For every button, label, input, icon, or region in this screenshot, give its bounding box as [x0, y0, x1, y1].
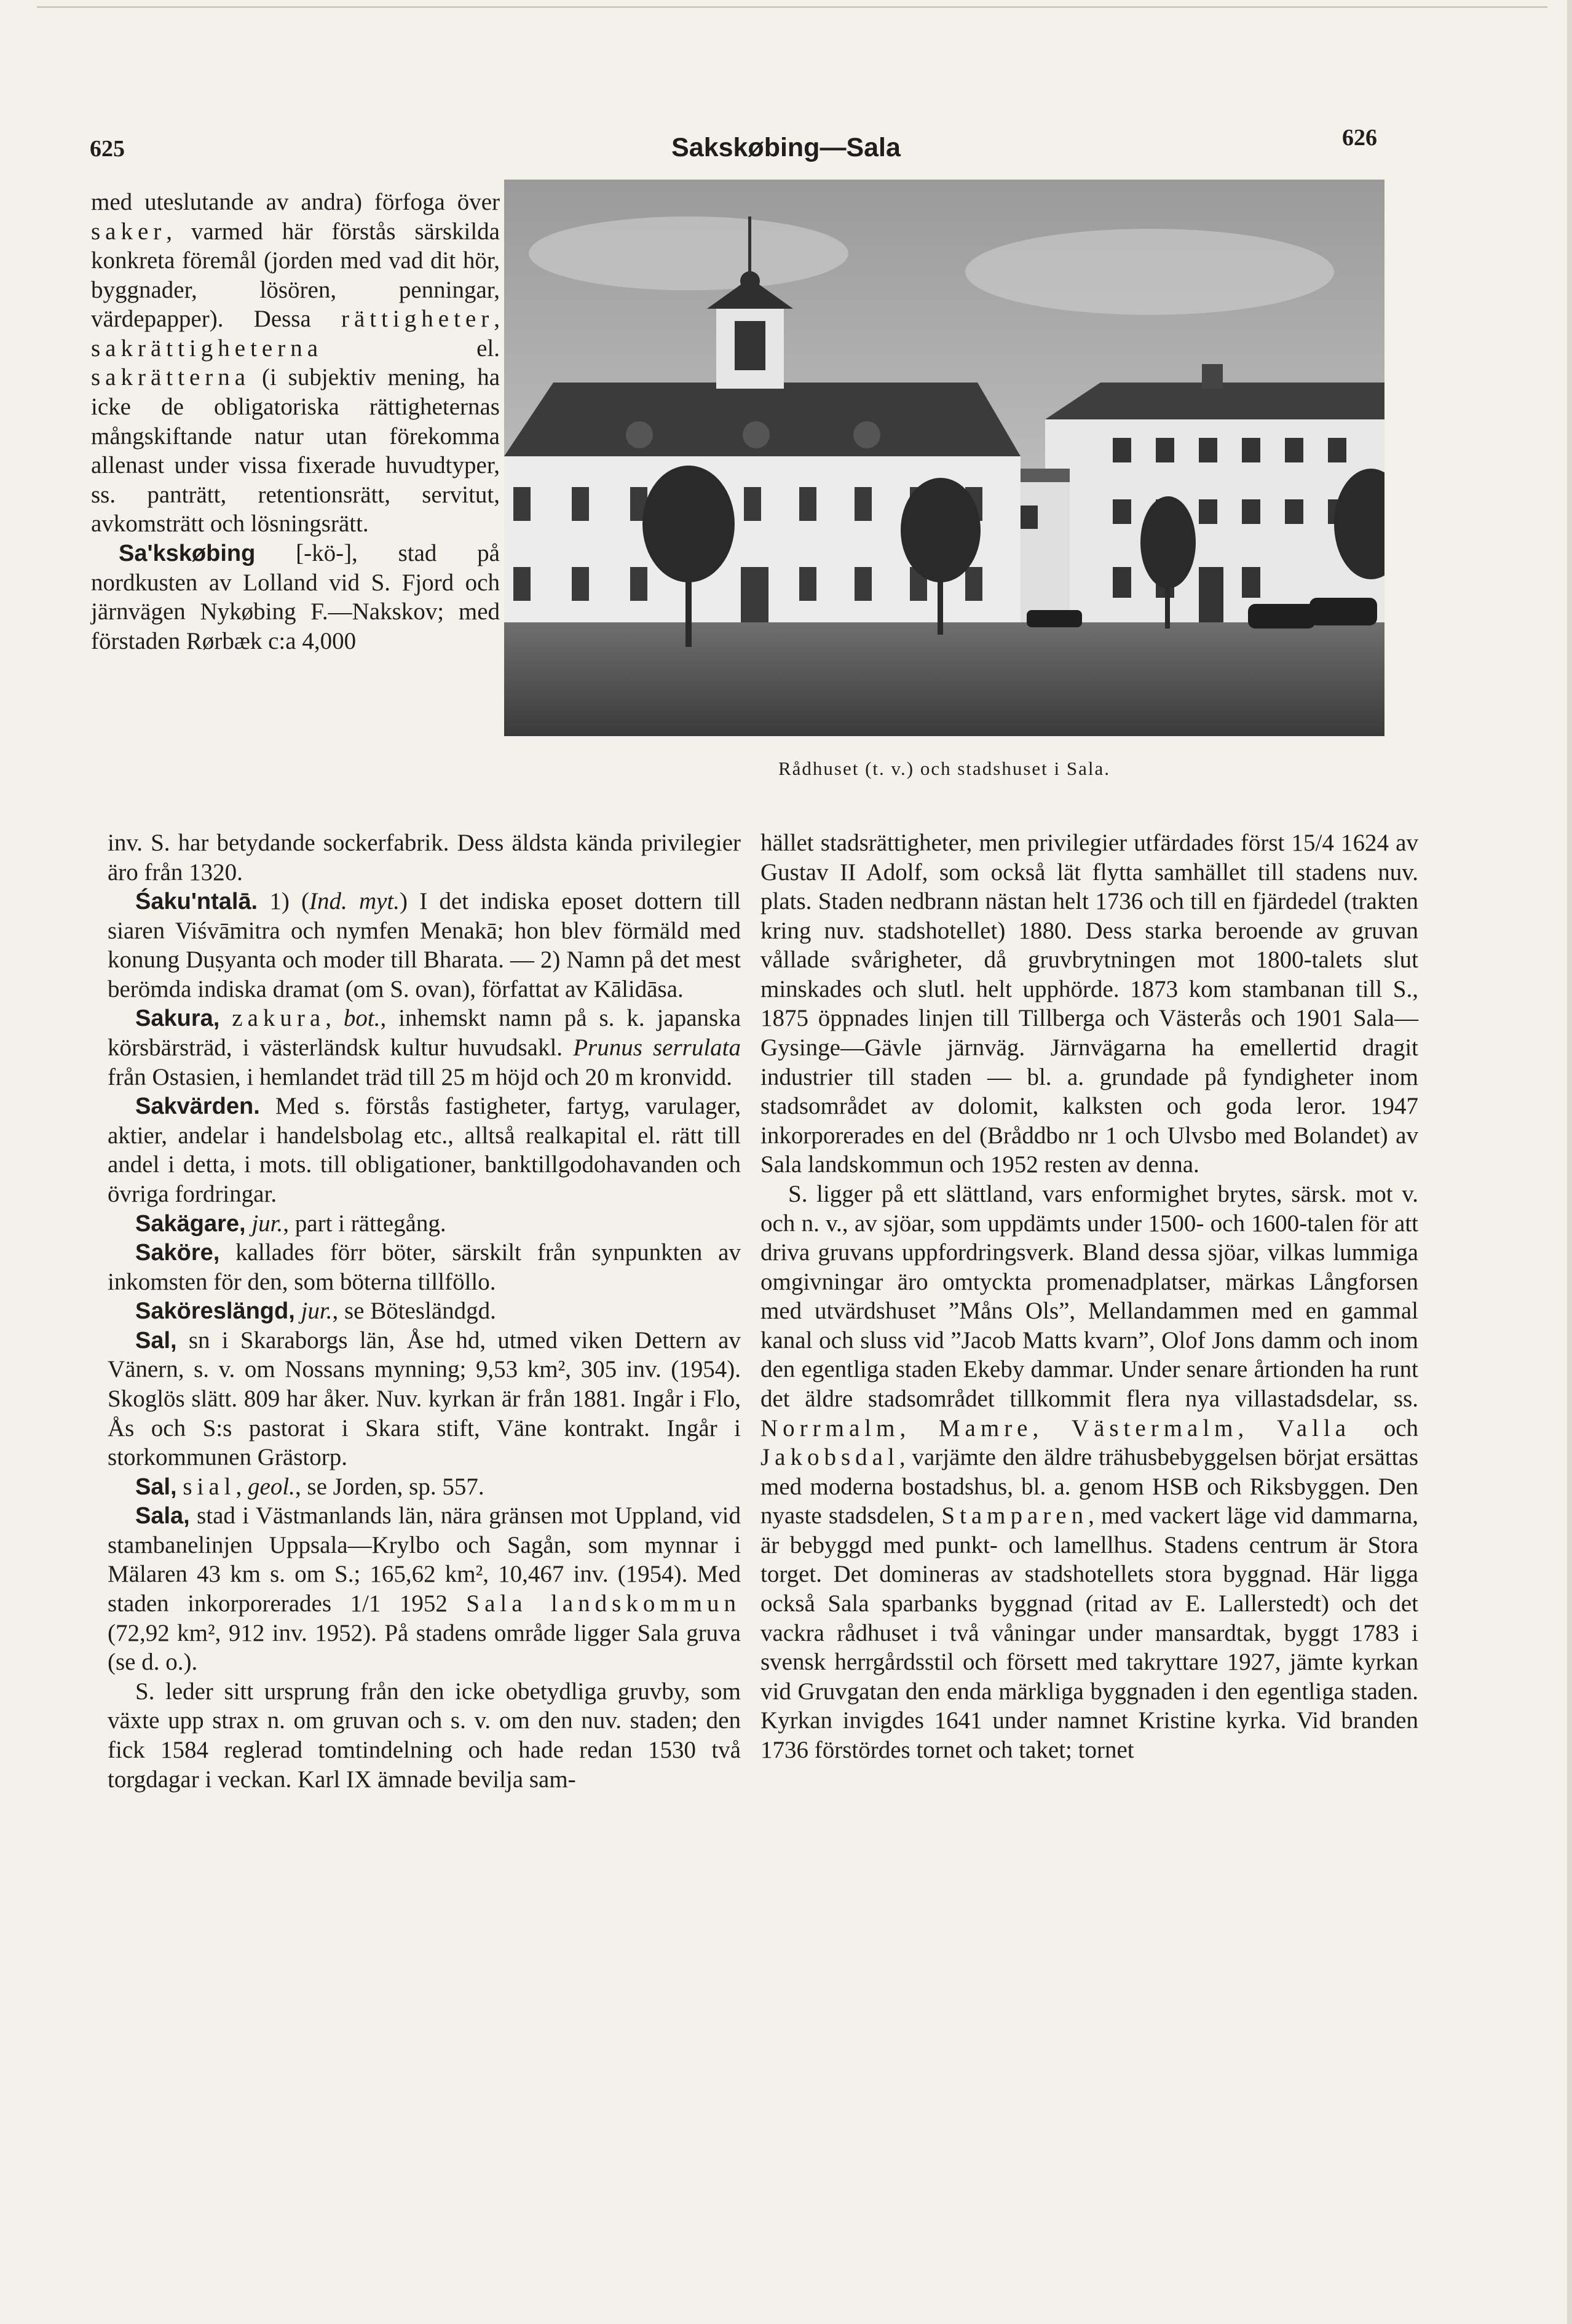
headword: Sakägare, [135, 1210, 246, 1237]
headword: Sakvärden. [135, 1093, 260, 1120]
entry-sakore: Saköre, kallades förr böter, särskilt från synpunkten av inkomsten för den, som böterna tillföllo. [108, 1239, 741, 1295]
entry-sakoreslangd: Saköreslängd, jur., se Bötesländgd. [135, 1298, 496, 1325]
headword: Sal, [135, 1473, 177, 1500]
photo-caption: Rådhuset (t. v.) och stadshuset i Sala. [778, 758, 1111, 779]
sala-history: S. leder sitt ursprung från den icke obetydliga gruvby, som växte upp strax n. om gruvan och s. v. om den nuv. staden; den fick 1584 reglerad tomtindelning och hade redan 1530 två torgdagar i veckan. Karl IX ämnade bevilja sam- [108, 1678, 741, 1793]
entry-sakura: Sakura, zakura, bot., inhemskt namn på s. k. japanska körsbärsträd, i västerländsk kultur huvudsakl. Prunus serrulata från Ostasien, i hemlandet träd till 25 m höjd och 20 m kronvidd. [108, 1005, 741, 1090]
photo-illustration [504, 180, 1384, 736]
entry-sakskobing: Sa'kskøbing [-kö-], stad på nordkusten av Lolland vid S. Fjord och järnvägen Nykøbing F.—Nakskov; med förstaden Rørbæk c:a 4,000 [91, 539, 500, 654]
headword: Sa'kskøbing [119, 540, 256, 566]
right-column [760, 828, 1418, 1765]
headword: Sala, [135, 1503, 190, 1529]
entry-sakvarden: Sakvärden. Med s. förstås fastigheter, fartyg, varulager, aktier, andelar i handelsbolag etc., alltså realkapital el. rätt till andel i detta, i mots. till obligationer, banktillgodohavanden och övriga fordringar. [108, 1093, 741, 1207]
sakratt-continuation: med uteslutande av andra) förfoga över saker, varmed här förstås särskilda konkreta föremål (jorden med vad dit hör, byggnader, lösören, penningar, värdepapper). Dessa rättigheter, sakrättigheterna el. sakrätterna (i subjektiv mening, ha icke de obligatoriska rättigheternas mångskiftande natur utan förekomma allenast under vissa fixerade huvudtyper, ss. panträtt, retentionsrätt, servitut, avkomsträtt och lösningsrätt. [91, 189, 500, 537]
headword: Saköre, [135, 1240, 220, 1266]
headword: Saköreslängd, [135, 1298, 295, 1325]
sakskobing-continuation: inv. S. har betydande sockerfabrik. Dess äldsta kända privilegier äro från 1320. [108, 830, 741, 886]
entry-sakuntala: Śaku'ntalā. 1) (Ind. myt.) I det indiska eposet dottern till siaren Viśvāmitra och nymfen Menakā; hon blev förmäld med konung Duṣyanta och moder till Bharata. — 2) Namn på det mest berömda indiska dramat (om S. ovan), författat av Kālidāsa. [108, 888, 741, 1002]
top-edge-rule [37, 6, 1547, 8]
entry-sala: Sala, stad i Västmanlands län, nära gränsen mot Uppland, vid stambanelinjen Uppsala—Krylbo och Sagån, som mynnar i Mälaren 43 km s. om S.; 165,62 km², 10,467 inv. (1954). Med staden inkorporerades 1/1 1952 Sala landskommun (72,92 km², 912 inv. 1952). På stadens område ligger Sala gruva (se d. o.). [108, 1502, 741, 1676]
top-left-column [91, 188, 500, 656]
page-edge [1567, 0, 1572, 2324]
running-head: Sakskøbing—Sala [671, 133, 901, 162]
headword: Sakura, [135, 1005, 220, 1032]
sala-history-continuation: hället stadsrättigheter, men privilegier utfärdades först 15/4 1624 av Gustav II Adolf, som också lät flytta samhället till stadens nuv. plats. Staden nedbrann nästan helt 1736 och till en fjärdedel (trakten kring nuv. stadshotellet) 1880. Dess starka beroende av gruvan vållade svårigheter, då gruvbrytningen mot 1800-talets slut minskades och slutl. helt upphörde. 1873 kom stambanan till S., 1875 öppnades linjen till Tillberga och Västerås och 1901 Sala—Gysinge—Gävle järnväg. Järnvägarna ha emellertid dragit industrier till staden — bl. a. grundade på fyndigheter inom stadsområdet av dolomit, kalksten och goda leror. 1947 inkorporerades en del (Bråddbo nr 1 och Ulvsbo med Bolandet) av Sala landskommun och 1952 resten av denna. [760, 830, 1418, 1178]
left-column [108, 828, 741, 1794]
sala-geography: S. ligger på ett slättland, vars enformighet brytes, särsk. mot v. och n. v., av sjöar, som uppdämts under 1500- och 1600-talen för att driva gruvans uppfordringsverk. Bland dessa sjöar, vilkas lummiga omgivningar äro omtyckta promenadplatser, märkas Långforsen med utvärdshuset ”Måns Ols”, Mellandammen med en gammal kanal och sluss vid ”Jacob Matts kvarn”, Olof Jons damm och inom den egentliga staden Ekeby dammar. Under senare årtionden ha runt det äldre stadsområdet tillkommit flera nya villastadsdelar, ss. Norrmalm, Mamre, Västermalm, Valla och Jakobsdal, varjämte den äldre trähusbebyggelsen börjat ersättas med moderna bostadshus, bl. a. genom HSB och Riksbyggen. Den nyaste stadsdelen, Stamparen, med vackert läge vid dammarna, är bebyggd med punkt- och lamellhus. Stadens centrum är Stora torget. Det domineras av stadshotellets stora byggnad. Här ligga också Sala sparbanks byggnad (ritad av E. Lallerstedt) och det vackra rådhuset i två våningar under mansardtak, byggt 1783 i svensk herrgårdsstil och försett med takryttare 1927, jämte kyrkan vid Gruvgatan den enda märkliga byggnaden i den egentliga staden. Kyrkan invigdes 1641 under namnet Kristine kyrka. Vid branden 1736 förstördes tornet och taket; tornet [760, 1180, 1419, 1763]
entry-sakagare: Sakägare, jur., part i rättegång. [135, 1210, 446, 1237]
entry-sal: Sal, sn i Skaraborgs län, Åse hd, utmed viken Dettern av Vänern, s. v. om Nossans mynning; 9,53 km², 305 inv. (1954). Skoglös slätt. 809 har åker. Nuv. kyrkan är från 1881. Ingår i Flo, Ås och S:s pastorat i Skara stift, Väne kontrakt. Ingår i storkommunen Grästorp. [108, 1327, 741, 1471]
right-page-number: 626 [1342, 125, 1377, 151]
headword: Śaku'ntalā. [135, 889, 258, 915]
photo-radhuset-stadshuset [504, 180, 1384, 736]
headword: Sal, [135, 1327, 177, 1354]
left-page-number: 625 [90, 136, 125, 162]
entry-sal-sial: Sal, sial, geol., se Jorden, sp. 557. [135, 1473, 484, 1500]
